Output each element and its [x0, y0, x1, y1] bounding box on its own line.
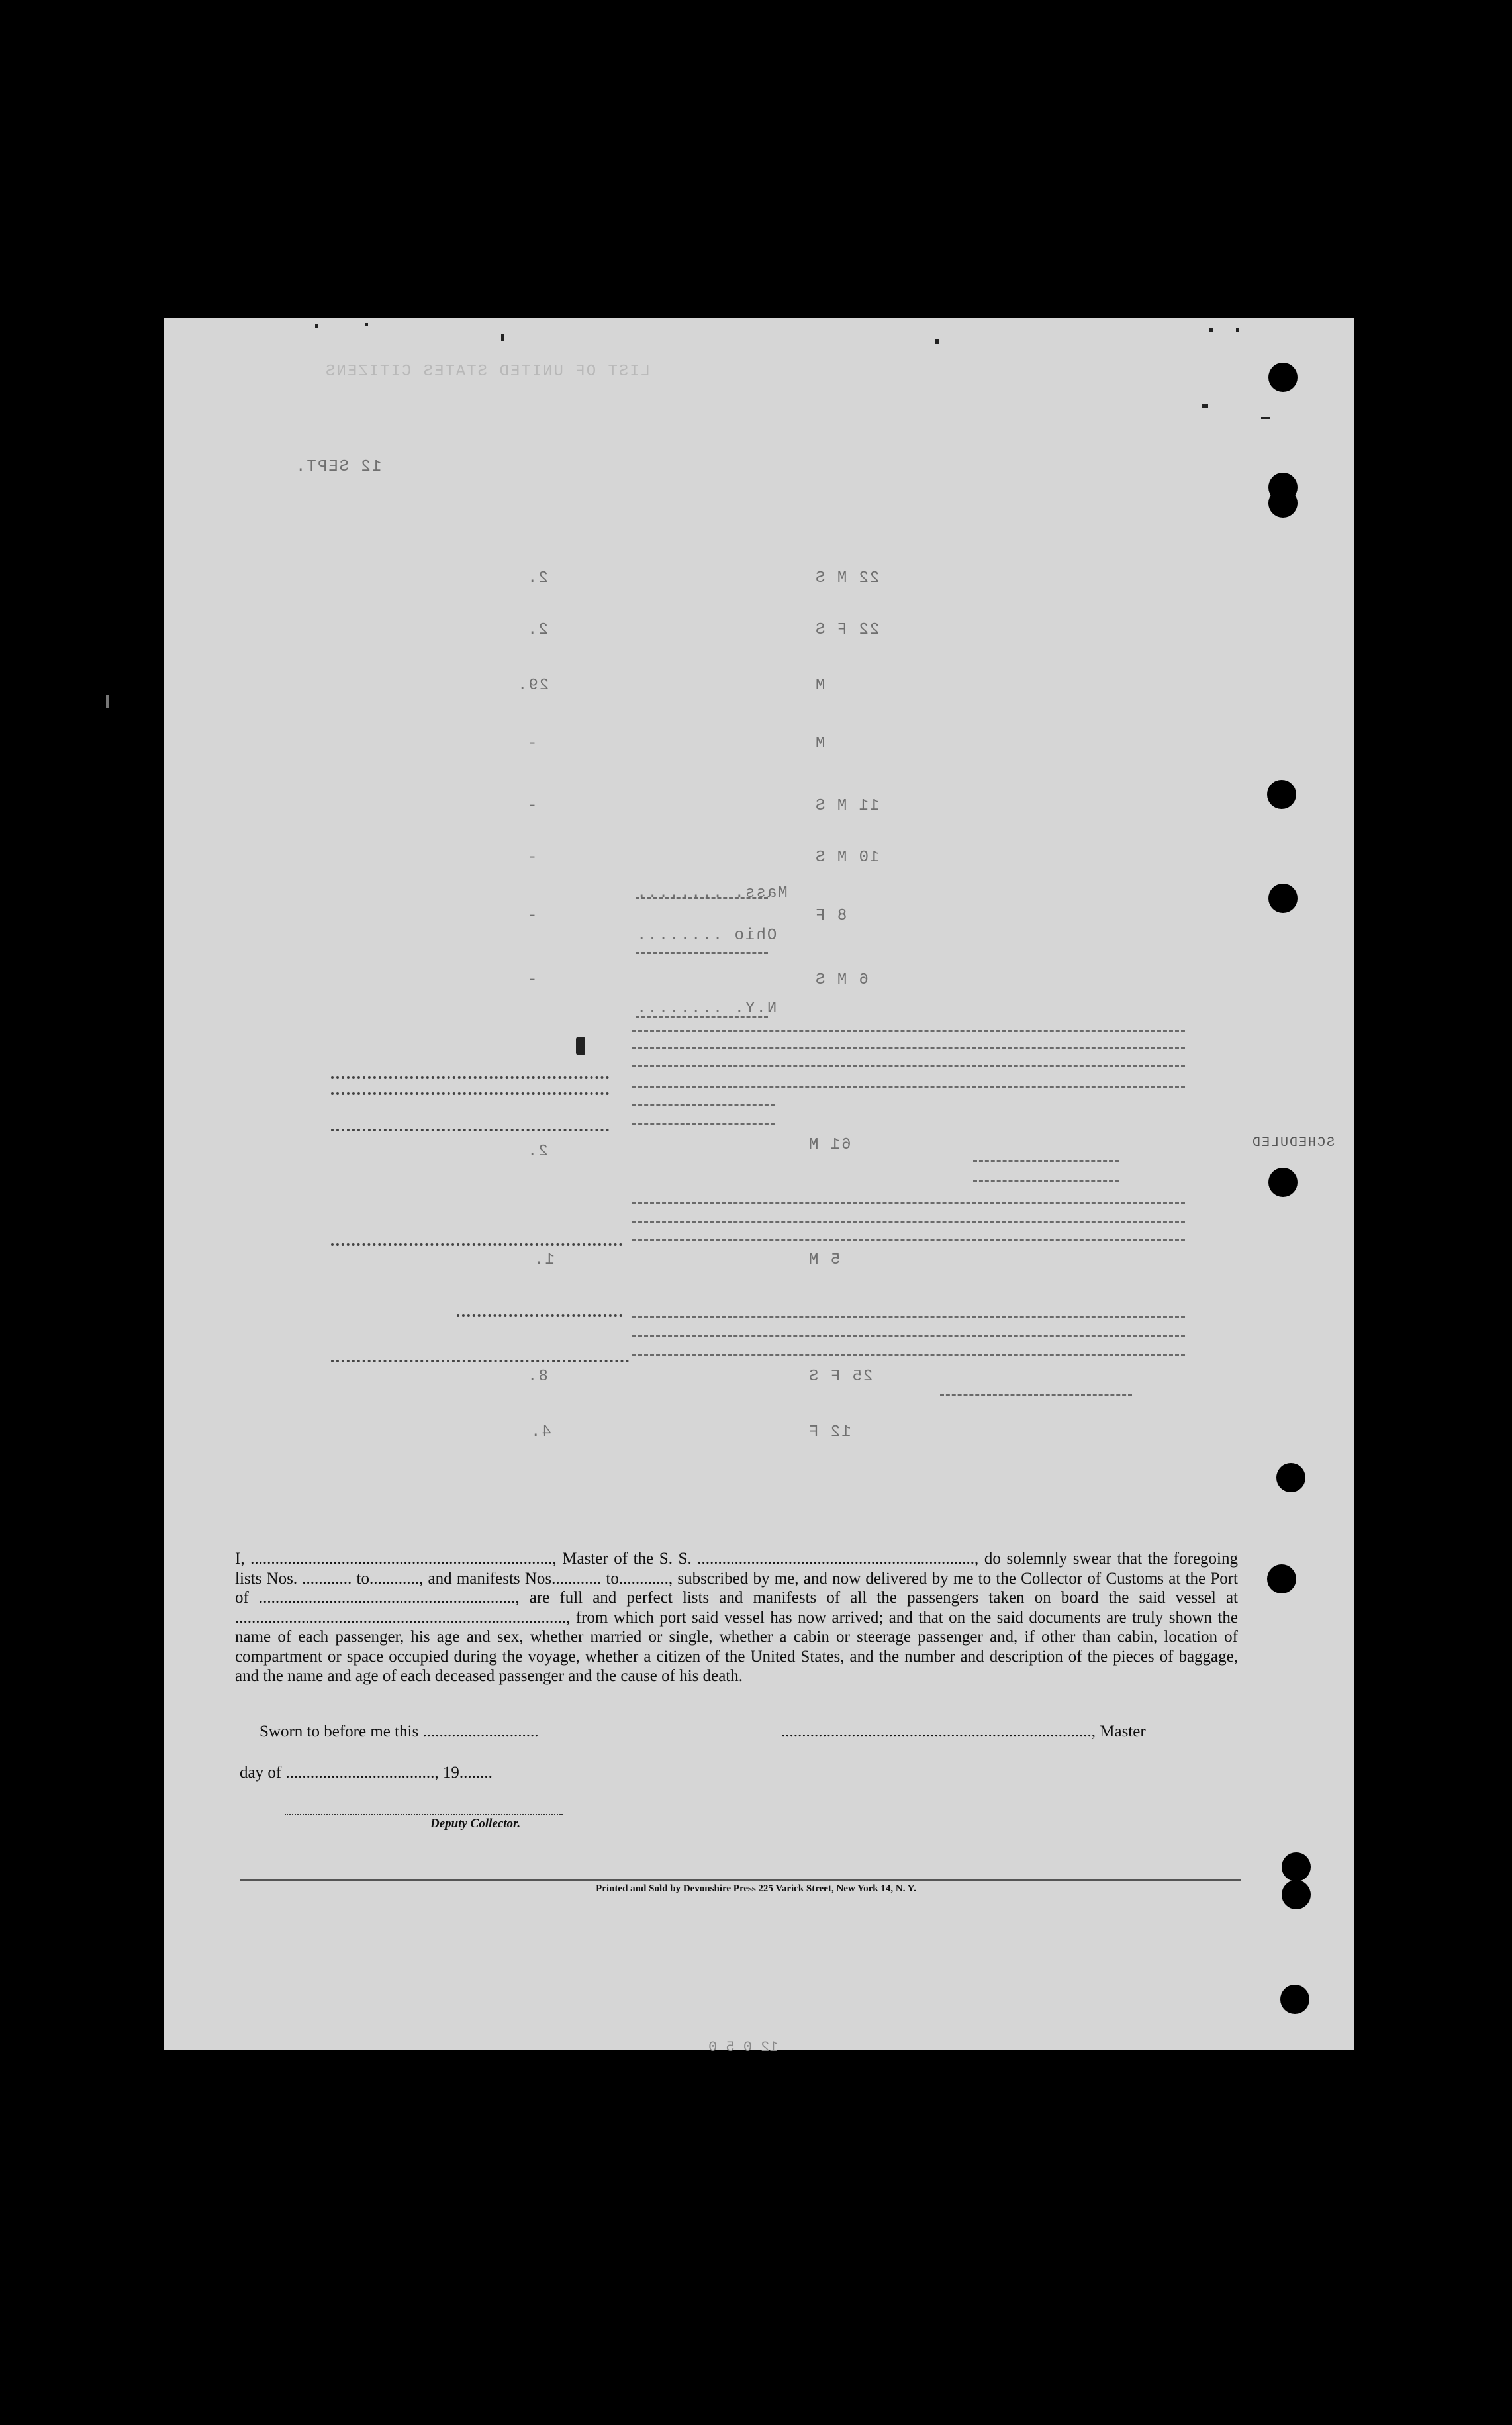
bleed-rule: [973, 1180, 1119, 1182]
bleed-rule: [632, 1123, 775, 1125]
master-signature-line: ..........................................................................., Master: [781, 1723, 1146, 1740]
deputy-collector-label: Deputy Collector.: [430, 1817, 521, 1831]
bleed-row-number: 2.: [526, 1143, 548, 1161]
punch-hole: [1276, 1463, 1305, 1492]
bleed-rule: [632, 1239, 1185, 1241]
speck: [1209, 328, 1213, 332]
bleed-age: 22 F S: [814, 621, 880, 639]
bleed-rule: [632, 1316, 1185, 1318]
bleed-row-number: 8.: [526, 1368, 548, 1386]
bleed-side-stamp: SCHEDULED: [1251, 1135, 1335, 1151]
bleed-age: 11 M S: [814, 797, 880, 815]
speck: [1261, 417, 1270, 419]
speck: [106, 695, 109, 708]
bleed-rule: [636, 1016, 768, 1018]
bleed-rule: [973, 1160, 1119, 1162]
bleed-row-number: -: [526, 971, 538, 989]
bleed-age: M: [814, 677, 826, 694]
bleed-age: 12 F: [808, 1423, 851, 1441]
bleed-age: 6 M S: [814, 971, 869, 989]
bleed-rule: [632, 1047, 1185, 1049]
bleed-row-number: -: [526, 735, 538, 753]
bleed-dotted: [331, 1076, 609, 1079]
bleed-dotted: [331, 1243, 622, 1246]
bleed-fill: N.Y. ........: [636, 1000, 777, 1018]
bleed-fill: Ohio ........: [636, 927, 777, 945]
bleed-row-number: -: [526, 849, 538, 867]
bleed-rule: [632, 1221, 1185, 1223]
speck: [1236, 328, 1239, 332]
deputy-signature-line: [285, 1814, 563, 1815]
bleed-rule: [632, 1030, 1185, 1032]
manifest-page: [164, 318, 1354, 2050]
punch-hole: [1268, 363, 1298, 392]
bleed-rule: [636, 897, 768, 899]
bleed-row-number: -: [526, 907, 538, 925]
bleed-row-number: 2.: [526, 569, 548, 587]
bleed-rule: [632, 1335, 1185, 1337]
bleed-rule: [632, 1104, 775, 1106]
bleed-row-number: -: [526, 797, 538, 815]
bleed-age: 25 F S: [808, 1368, 873, 1386]
bleed-age: 61 M: [808, 1136, 851, 1154]
sworn-line: Sworn to before me this ............................: [260, 1723, 539, 1740]
bleed-dotted: [331, 1360, 629, 1362]
speck: [365, 323, 368, 326]
bleed-row-number: 2.: [526, 621, 548, 639]
bleed-row-number: 29.: [516, 677, 549, 694]
day-line: day of ...................................., 19........: [240, 1764, 493, 1782]
speck: [501, 334, 504, 341]
bleed-age: 22 M S: [814, 569, 880, 587]
bleed-dotted: [331, 1092, 609, 1095]
punch-hole: [1280, 1985, 1309, 2014]
bleed-rule: [632, 1086, 1185, 1088]
bleed-rule: [632, 1354, 1185, 1356]
bleed-fill: Mass. ........: [636, 884, 788, 902]
bleed-age: 10 M S: [814, 849, 880, 867]
bleed-header: LIST OF UNITED STATES CITIZENS: [324, 363, 651, 381]
bleed-rule: [940, 1394, 1132, 1396]
bleed-age: 5 M: [808, 1251, 841, 1269]
punch-hole: [1268, 489, 1298, 518]
ink-blot: [576, 1037, 585, 1055]
master-oath: [235, 1549, 1238, 1686]
speck: [315, 324, 318, 328]
bleed-age: M: [814, 735, 826, 753]
footer-rule: [240, 1879, 1241, 1881]
bleed-rule: [632, 1202, 1185, 1204]
printer-imprint: Printed and Sold by Devonshire Press 225 Varick Street, New York 14, N. Y.: [596, 1883, 916, 1894]
punch-hole: [1267, 1564, 1296, 1593]
bleed-row-number: 1.: [533, 1251, 555, 1269]
bleed-age: 8 F: [814, 907, 847, 925]
speck: [935, 339, 939, 344]
bleed-rule: [636, 952, 768, 954]
bleed-date: 12 SEPT.: [295, 458, 382, 476]
bleed-rule: [632, 1065, 1185, 1067]
punch-hole: [1267, 780, 1296, 809]
punch-hole: [1268, 884, 1298, 913]
bleed-dotted: [457, 1314, 622, 1317]
oath-paragraph: I, ........................................................................., Master of the S. S. ..................................................................., do solemnly swear that the foregoing lists Nos. ............ to............, and manifests Nos............ to............, subscribed by me, and now delivered by me to the Collector of Customs at the Port of .............................................................., are full and perfect lists and manifests of all the passengers taken on board the said vessel at ................................................................................, from which port said vessel has now arrived; and that on the said documents are truly shown the name of each passenger, his age and sex, whether married or single, whether a cabin or steerage passenger and, if other than cabin, location of compartment or space occupied during the voyage, whether a citizen of the United States, and the number and description of the pieces of baggage, and the name and age of each deceased passenger and the cause of his death.: [235, 1550, 1238, 1685]
punch-hole: [1282, 1852, 1311, 1881]
bleed-bottom: 12 0 5 0: [708, 2039, 779, 2056]
bleed-row-number: 4.: [530, 1423, 551, 1441]
speck: [1202, 404, 1208, 408]
bleed-dotted: [331, 1129, 609, 1131]
punch-hole: [1268, 1168, 1298, 1197]
